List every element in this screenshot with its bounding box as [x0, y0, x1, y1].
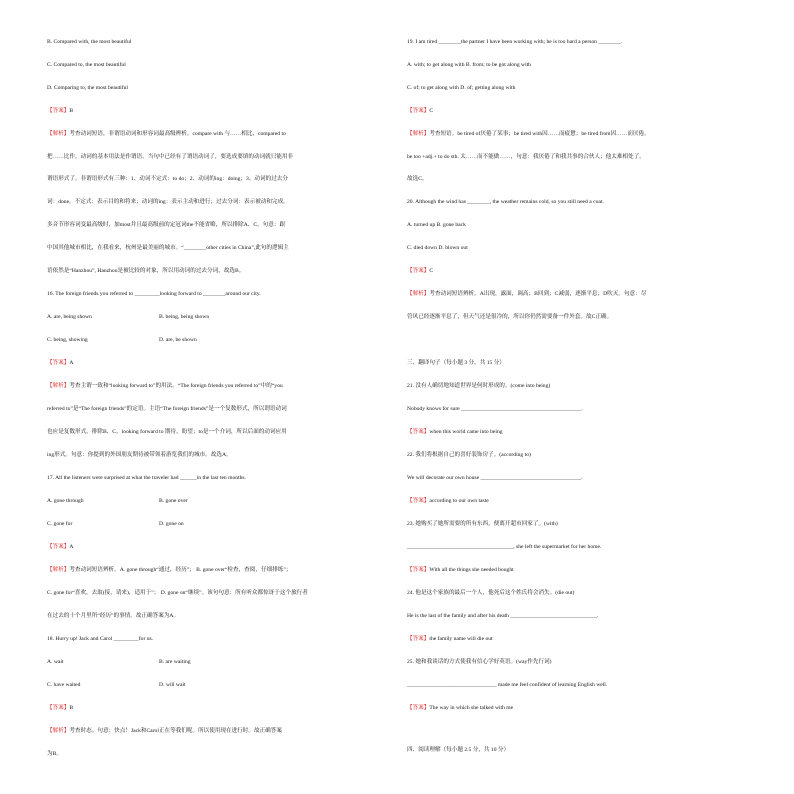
q18-answer — [47, 704, 73, 712]
q16-option-c: C. being, showing — [47, 337, 88, 343]
q16-stem: 16. The foreign friends you referred to _________looking forward to ________around our city. — [47, 291, 261, 297]
q20-analysis-line — [407, 290, 646, 298]
left-column — [47, 0, 359, 794]
answer-label: 【答案】 — [407, 268, 430, 274]
q25-chinese: 25. 她和我谈话的方式使我有信心学好英语。(way作先行词) — [407, 659, 552, 665]
q16-analysis-line: referred to”是“The foreign friends”的定语。主语“The foreign friends”是一个复数形式，所以谓语动词 — [47, 406, 287, 412]
answer-label: 【答案】 — [47, 360, 70, 366]
q17-option-c: C. gone for — [47, 521, 73, 527]
q15-option-d: D. Comparing to, the most beautiful — [47, 85, 128, 91]
q16-analysis-line: ing形式。句意：你提到的外国朋友期待被带领着游览我们的城市。故选A。 — [47, 452, 232, 458]
answer-value: A — [69, 544, 74, 550]
q19-options-ab: A. with; to get along with B. from; to be got along with — [407, 62, 531, 68]
answer-value: B — [69, 108, 74, 114]
analysis-label: 【解析】 — [407, 291, 430, 297]
q18-analysis-line: 为B。 — [47, 751, 62, 757]
q17-answer — [47, 543, 73, 551]
q23-answer — [407, 566, 514, 574]
q16-analysis-line: 也应是复数形式，排除B、C。looking forward to 期待，盼望；to是一个介词，所以后面的动词应用 — [47, 429, 287, 435]
q21-chinese: 21. 没有人确切地知道世界是何时形成的。(come into being) — [407, 383, 551, 389]
answer-value: when this world came into being — [429, 429, 503, 435]
q15-analysis-line: 语依然是“Hanzhou”, Hanzhou是被比较的对象，所以用动词的过去分词，故选B。 — [47, 268, 245, 274]
q23-chinese: 23. 她购买了她所需要的所有东西，便离开超市回家了。(with) — [407, 521, 558, 527]
q19-analysis-line: be too +adj.+ to do sth. 太……而不能做……，句意：我厌倦了和我共事的合伙人；他太难相处了。 — [407, 154, 645, 160]
analysis-label: 【解析】 — [47, 131, 70, 137]
answer-label: 【答案】 — [407, 108, 430, 114]
q15-answer — [47, 107, 73, 115]
analysis-text: 考查主谓一致和“looking forward to”的用法。“The foreign friends you referred to”中的“you — [69, 383, 283, 389]
answer-value: A — [69, 360, 74, 366]
q21-english: Nobody knows for sure ___________________________________________. — [407, 406, 583, 412]
q16-option-d: D. are, be shown — [159, 337, 197, 343]
q17-option-a: A. gone through — [47, 498, 84, 504]
analysis-label: 【解析】 — [47, 383, 70, 389]
q15-option-b: B. Compared with, the most beautiful — [47, 39, 132, 45]
answer-label: 【答案】 — [47, 705, 70, 711]
analysis-text: 考查时态。句意：快点！Jack和Carol正在等我们呢。所以使用现在进行时。故正确答案 — [69, 728, 282, 734]
q19-answer — [407, 107, 433, 115]
answer-label: 【答案】 — [47, 544, 70, 550]
q17-analysis-line — [47, 566, 291, 574]
q24-english: He is the last of the family and after his death _______________________________. — [407, 613, 599, 619]
answer-label: 【答案】 — [407, 567, 430, 573]
q20-stem: 20. Although the wind has ________, the weather remains cold, so you still need a coat. — [407, 199, 604, 205]
q19-options-cd: C. of; to get along with D. of; getting along with — [407, 85, 516, 91]
q23-english: ______________________________________, she left the supermarket for her home. — [407, 544, 602, 550]
analysis-text: 考查动词短语辨析。A出现，露面，调高；B回到；C减弱，逐渐平息；D吹灭。句意：尽 — [429, 291, 647, 297]
q15-option-c: C. Compared to, the most beautiful — [47, 62, 126, 68]
answer-label: 【答案】 — [47, 108, 70, 114]
q18-option-c: C. have waited — [47, 682, 81, 688]
section-3-title: 三、翻译句子（每小题 3 分，共 15 分） — [407, 360, 505, 366]
q15-analysis-line: 把……比作。动词的基本用法是作谓语，当句中已经有了谓语动词了，要选成要填的动词就只能用非 — [47, 154, 294, 160]
q15-analysis-line — [47, 130, 286, 138]
answer-value: C — [429, 268, 434, 274]
q17-analysis-line: C. gone for“喜欢，去取(接，请来)，适用于”； D. gone on“继续”。该句句意：所有听众都惊讶于这个旅行者 — [47, 590, 308, 596]
q16-answer — [47, 359, 73, 367]
q24-chinese: 24. 他是这个家族的最后一个人，他死后这个姓氏将会消失。(die out) — [407, 590, 575, 596]
q22-answer — [407, 497, 489, 505]
analysis-label: 【解析】 — [407, 131, 430, 137]
q16-option-b: B. being, being shown — [159, 314, 210, 320]
q17-stem: 17. All the listeners were surprised at what the traveler had ______in the last ten months. — [47, 475, 246, 481]
q22-chinese: 22. 我们将根据自己的喜好装饰房子。(according to) — [407, 452, 531, 458]
q17-option-d: D. gone on — [159, 521, 184, 527]
q15-analysis-line: 中国其他城市相比，在我看来，杭州是最美丽的城市。“________other cities in China”,此句的逻辑主 — [47, 245, 289, 251]
q18-option-a: A. wait — [47, 659, 64, 665]
q20-answer — [407, 267, 433, 275]
answer-label: 【答案】 — [407, 429, 430, 435]
answer-label: 【答案】 — [407, 636, 430, 642]
q15-analysis-line: 多音节形容词变最高级时，加most并且最高级前的定冠词the不能省略，所以排除A、C。句意：跟 — [47, 222, 286, 228]
q16-analysis-line — [47, 382, 283, 390]
q20-options-cd: C. died down D. blown out — [407, 245, 468, 251]
q19-analysis-line: 故选C。 — [407, 176, 428, 182]
q20-options-ab: A. turned up B. gone back — [407, 222, 466, 228]
q22-english: We will decorate our own house ____________________________________. — [407, 475, 583, 481]
q21-answer — [407, 428, 503, 436]
answer-value: The way in which she talked with me — [429, 705, 514, 711]
q18-option-d: D. will wait — [159, 682, 186, 688]
q17-option-b: B. gone over — [159, 498, 188, 504]
q17-analysis-line: 在过去的十个月里所“经历”的事情。故正确答案为A。 — [47, 613, 180, 619]
answer-label: 【答案】 — [407, 705, 430, 711]
answer-value: C — [429, 108, 434, 114]
q15-analysis-line: 词：done。不定式：表示目的和将来；动词的ing：表示主动和进行；过去分词：表示被动和完成。 — [47, 199, 289, 205]
analysis-label: 【解析】 — [47, 728, 70, 734]
analysis-text: 考查动词短语辨析。A. gone through“通过，经历”； B. gone over“检查，查阅，仔细排练”； — [69, 567, 292, 573]
q18-option-b: B. are waiting — [159, 659, 191, 665]
analysis-text: 考查短语。be tired of厌倦了某事；be tired with因……而疲惫；be tired from因……而厌倦。 — [429, 131, 650, 137]
q20-analysis-line: 管风已经逐渐平息了，但天气还是很冷的，所以你仍然需要备一件外套。故C正确。 — [407, 314, 613, 320]
answer-label: 【答案】 — [407, 498, 430, 504]
q25-english: ________________________________ made me feel confident of learning English well. — [407, 682, 608, 688]
answer-value: the family name will die out — [429, 636, 493, 642]
q18-stem: 18. Hurry up! Jack and Carol _________for us. — [47, 636, 154, 642]
analysis-label: 【解析】 — [47, 567, 70, 573]
q19-stem: 19. I am tired ________the partner I have been working with; he is too hard a person ________. — [407, 39, 623, 45]
right-column — [407, 0, 707, 794]
answer-value: With all the things she needed bought — [429, 567, 514, 573]
analysis-text: 考查动词短语，非谓语动词和形容词最高级辨析。compare with 与……相比，compared to — [69, 131, 286, 137]
q18-analysis-line — [47, 727, 282, 735]
q16-option-a: A. are, being shown — [47, 314, 92, 320]
q24-answer — [407, 635, 493, 643]
q15-analysis-line: 谓语形式了。非谓语形式有三种：1、动词不定式：to do；2、动词的ing：doing；3、动词的过去分 — [47, 176, 288, 182]
section-4-title: 四、阅读理解（每小题 2.5 分，共 10 分） — [407, 747, 510, 753]
answer-value: B — [69, 705, 74, 711]
q19-analysis-line — [407, 130, 650, 138]
answer-value: according to our own taste — [429, 498, 489, 504]
q25-answer — [407, 704, 513, 712]
